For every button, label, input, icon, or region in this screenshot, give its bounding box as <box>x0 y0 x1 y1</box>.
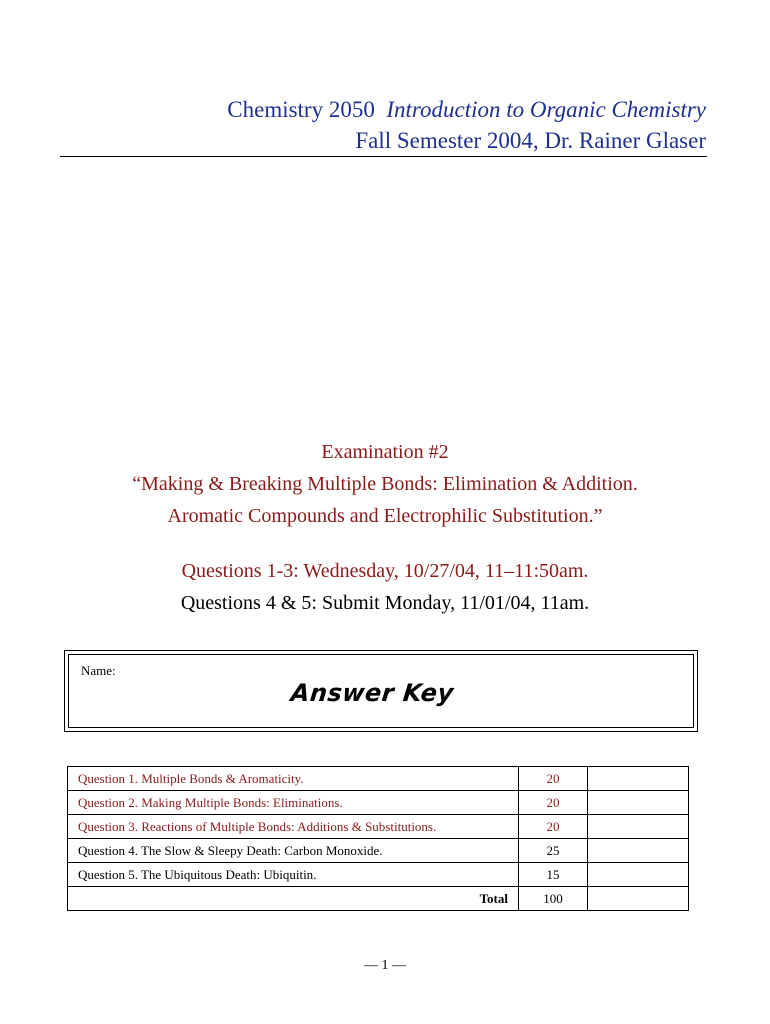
score-cell <box>588 863 689 887</box>
document-header <box>60 94 706 156</box>
score-cell <box>588 839 689 863</box>
score-cell <box>588 815 689 839</box>
points-cell: 25 <box>519 839 588 863</box>
exam-title: Examination #2 <box>321 441 449 463</box>
score-table <box>67 766 689 911</box>
name-box-inner-border <box>68 654 694 728</box>
questions-4-5-schedule: Questions 4 & 5: Submit Monday, 11/01/04, 11am. <box>180 592 590 614</box>
semester-line: Fall Semester 2004, Dr. Rainer Glaser <box>355 128 706 153</box>
name-box <box>64 650 698 732</box>
total-points: 100 <box>519 887 588 911</box>
questions-1-3-schedule: Questions 1-3: Wednesday, 10/27/04, 11–11:50am. <box>181 560 589 582</box>
exam-title-block <box>0 436 770 532</box>
total-label: Total <box>68 887 519 911</box>
points-cell: 20 <box>519 791 588 815</box>
question-cell: Question 2. Making Multiple Bonds: Eliminations. <box>68 791 519 815</box>
table-row <box>68 767 689 791</box>
course-line <box>60 94 706 125</box>
points-cell: 15 <box>519 863 588 887</box>
question-cell: Question 4. The Slow & Sleepy Death: Carbon Monoxide. <box>68 839 519 863</box>
exam-subtitle-line-2: Aromatic Compounds and Electrophilic Substitution.” <box>167 505 603 527</box>
header-divider <box>60 156 707 157</box>
score-cell <box>588 791 689 815</box>
course-code: Chemistry 2050 <box>227 97 375 122</box>
exam-subtitle-line-1: “Making & Breaking Multiple Bonds: Elimination & Addition. <box>132 473 638 495</box>
question-cell: Question 5. The Ubiquitous Death: Ubiquitin. <box>68 863 519 887</box>
table-row <box>68 791 689 815</box>
page-number: — 1 — <box>364 958 406 973</box>
course-title: Introduction to Organic Chemistry <box>386 97 706 122</box>
handwritten-answer-key: Answer Key <box>289 679 456 707</box>
question-cell: Question 1. Multiple Bonds & Aromaticity. <box>68 767 519 791</box>
name-label: Name: <box>81 663 116 678</box>
total-row <box>68 887 689 911</box>
total-score-cell <box>588 887 689 911</box>
question-cell: Question 3. Reactions of Multiple Bonds: Additions & Substitutions. <box>68 815 519 839</box>
points-cell: 20 <box>519 815 588 839</box>
score-cell <box>588 767 689 791</box>
points-cell: 20 <box>519 767 588 791</box>
table-row <box>68 815 689 839</box>
table-row <box>68 863 689 887</box>
table-row <box>68 839 689 863</box>
